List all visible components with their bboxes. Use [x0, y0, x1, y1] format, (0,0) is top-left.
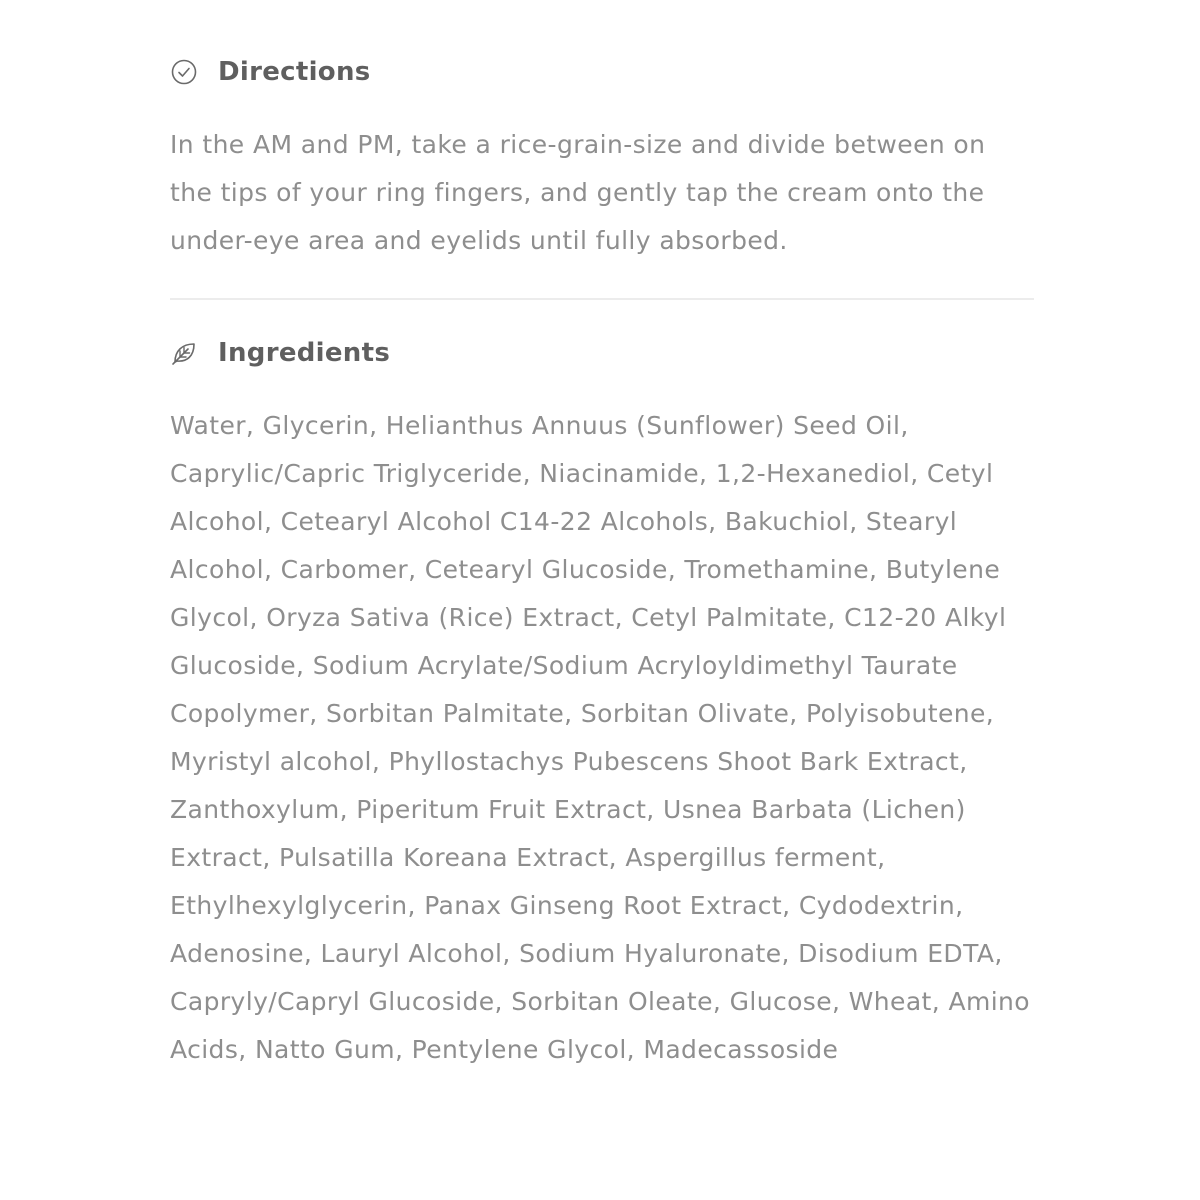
- directions-title: Directions: [218, 57, 371, 87]
- section-divider: [170, 298, 1034, 300]
- faint-artifact: [860, 1118, 1035, 1124]
- directions-header: [170, 52, 371, 92]
- ingredients-text: Water, Glycerin, Helianthus Annuus (Sunflower) Seed Oil, Caprylic/Capric Triglyceride, Niacinamide, 1,2-Hexanediol, Cetyl Alcohol, Cetearyl Alcohol C14-22 Alcohols, Bakuchiol, Stearyl Alcohol, Carbomer, Cetearyl Glucoside, Tromethamine, Butylene Glycol, Oryza Sativa (Rice) Extract, Cetyl Palmitate, C12-20 Alkyl Glucoside, Sodium Acrylate/Sodium Acryloyldimethyl Taurate Copolymer, Sorbitan Palmitate, Sorbitan Olivate, Polyisobutene, Myristyl alcohol, Phyllostachys Pubescens Shoot Bark Extract, Zanthoxylum, Piperitum Fruit Extract, Usnea Barbata (Lichen) Extract, Pulsatilla Koreana Extract, Aspergillus ferment, Ethylhexylglycerin, Panax Ginseng Root Extract, Cydodextrin, Adenosine, Lauryl Alcohol, Sodium Hyaluronate, Disodium EDTA, Capryly/Capryl Glucoside, Sorbitan Oleate, Glucose, Wheat, Amino Acids, Natto Gum, Pentylene Glycol, Madecassoside: [170, 411, 1030, 1064]
- directions-text: In the AM and PM, take a rice-grain-size and divide between on the tips of your ring fingers, and gently tap the cream onto the under-eye area and eyelids until fully absorbed.: [170, 130, 986, 255]
- leaf-icon: [170, 339, 198, 367]
- ingredients-header: [170, 333, 390, 373]
- ingredients-title: Ingredients: [218, 338, 391, 368]
- check-circle-icon: [170, 58, 198, 86]
